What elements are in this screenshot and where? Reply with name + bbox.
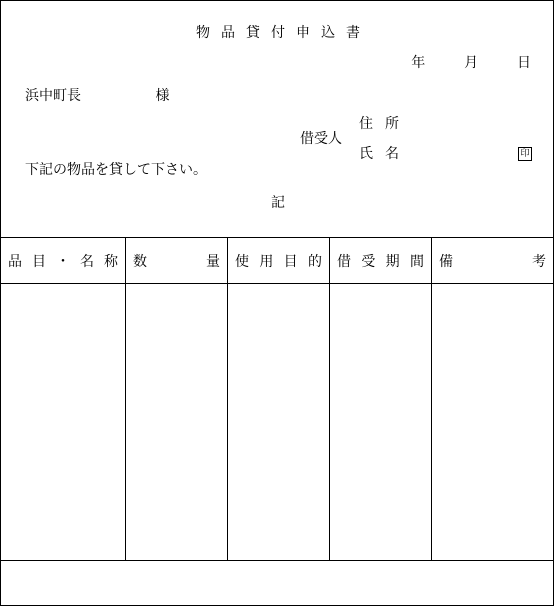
date-line <box>411 56 531 70</box>
date-day-label: 日 <box>517 55 531 71</box>
column-remarks <box>431 238 553 560</box>
header-glyph: 借 <box>337 253 351 270</box>
address-label: 住所 <box>359 116 411 132</box>
form-title: 物品貸付申込書 <box>196 25 371 41</box>
ki-heading: 記 <box>271 195 285 211</box>
items-table <box>1 237 553 561</box>
header-glyph: 称 <box>104 253 118 270</box>
header-glyph: 目 <box>283 253 298 270</box>
header-glyph: 品 <box>8 253 22 270</box>
name-label: 氏名 <box>359 146 411 162</box>
borrower-label: 借受人 <box>300 131 342 147</box>
addressee-line <box>25 89 169 103</box>
header-item-name <box>1 238 125 284</box>
header-period <box>330 238 431 284</box>
seal-mark: 印 <box>518 147 532 161</box>
header-glyph: 使 <box>235 253 249 270</box>
header-glyph: 期 <box>385 253 400 270</box>
header-glyph: 考 <box>532 253 546 270</box>
header-glyph: 用 <box>259 253 274 270</box>
request-text: 下記の物品を貸して下さい。 <box>25 162 207 178</box>
header-glyph: 的 <box>307 253 322 270</box>
addressee-name: 浜中町長 <box>25 88 81 104</box>
header-purpose <box>228 238 329 284</box>
date-year-label: 年 <box>411 55 426 71</box>
header-glyph: 名 <box>80 253 94 270</box>
column-quantity <box>125 238 227 560</box>
header-glyph: 数 <box>133 253 147 270</box>
column-item-name <box>1 238 125 560</box>
header-glyph: 量 <box>206 253 220 270</box>
addressee-honorific: 様 <box>155 88 170 104</box>
header-quantity <box>126 238 227 284</box>
column-purpose <box>227 238 329 560</box>
footer-blank-row <box>1 561 553 605</box>
header-glyph: 間 <box>409 253 424 270</box>
column-period <box>329 238 431 560</box>
header-glyph: 備 <box>439 253 453 270</box>
header-glyph: 受 <box>361 253 376 270</box>
header-remarks <box>432 238 553 284</box>
header-glyph: ・ <box>56 253 70 270</box>
header-glyph: 目 <box>32 253 46 270</box>
date-month-label: 月 <box>464 55 479 71</box>
